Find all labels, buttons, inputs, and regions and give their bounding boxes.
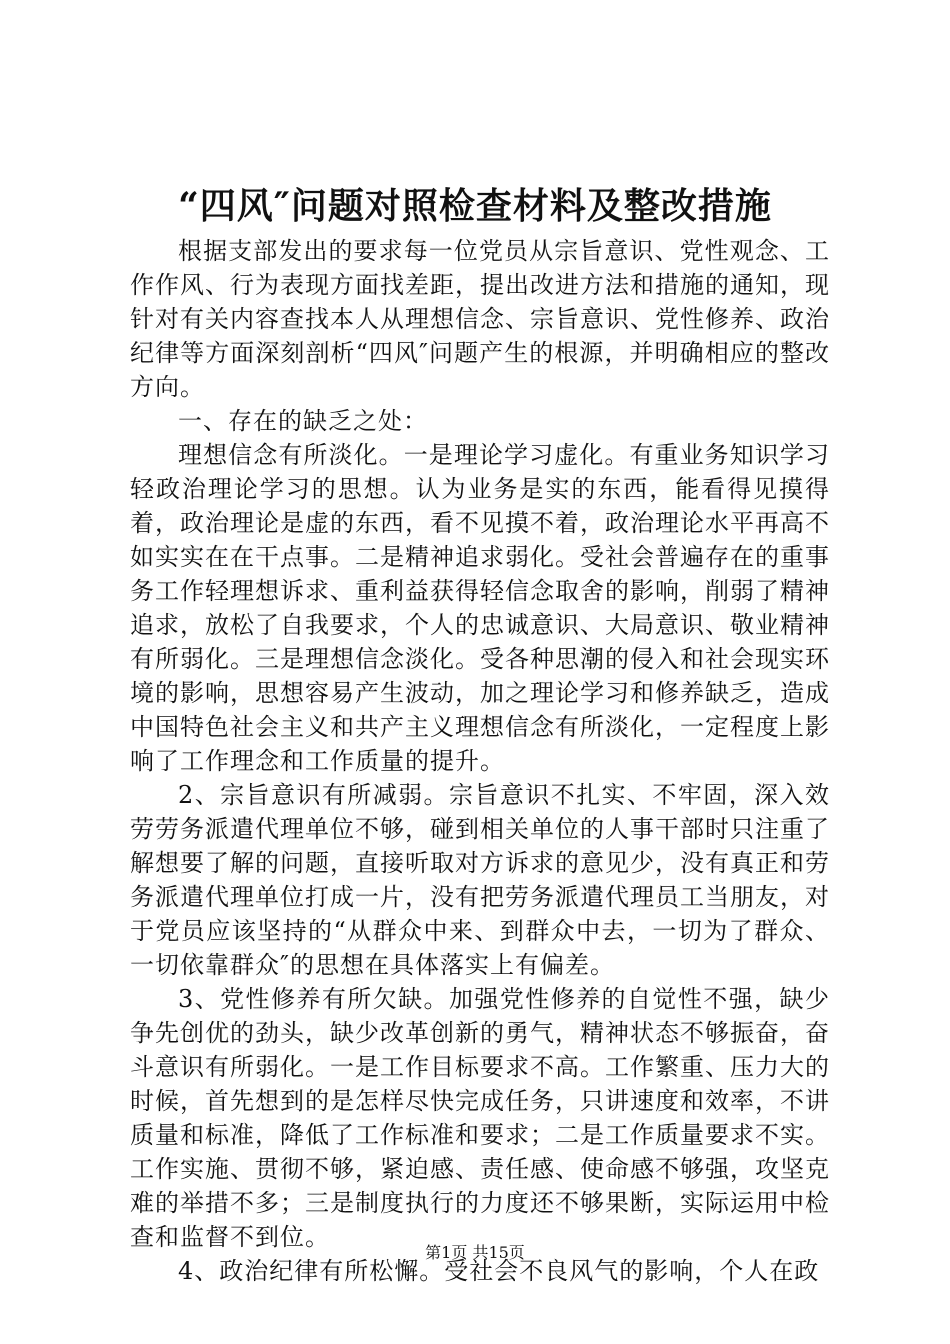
paragraph-party-spirit: 3、党性修养有所欠缺。加强党性修养的自觉性不强，缺少争先创优的劲头，缺少改革创新的勇气，精神状态不够振奋，奋斗意识有所弱化。一是工作目标要求不高。工作繁重、压力大的时候，首先想到的是怎样尽快完成任务，只讲速度和效率，不讲质量和标准，降低了工作标准和要求；二是工作质量要求不实。工作实施、贯彻不够，紧迫感、责任感、使命感不够强，攻坚克难的举措不多；三是制度执行的力度还不够果断，实际运用中检查和监督不到位。 xyxy=(130,985,830,1251)
paragraph-discipline: 4、政治纪律有所松懈。受社会不良风气的影响，个人在政 xyxy=(178,1257,820,1285)
document-body xyxy=(130,234,830,1288)
document-title: “四风″问题对照检查材料及整改措施 xyxy=(178,185,772,227)
section-heading: 一、存在的缺乏之处： xyxy=(178,407,428,435)
paragraph-intro: 根据支部发出的要求每一位党员从宗旨意识、党性观念、工作作风、行为表现方面找差距，提出改进方法和措施的通知，现针对有关内容查找本人从理想信念、宗旨意识、党性修养、政治纪律等方面深刻剖析“四风″问题产生的根源，并明确相应的整改方向。 xyxy=(130,237,830,401)
paragraph-purpose: 2、宗旨意识有所减弱。宗旨意识不扎实、不牢固，深入效劳劳务派遣代理单位不够，碰到相关单位的人事干部时只注重了解想要了解的问题，直接听取对方诉求的意见少，没有真正和劳务派遣代理单位打成一片，没有把劳务派遣代理员工当朋友，对于党员应该坚持的“从群众中来、到群众中去，一切为了群众、一切依靠群众″的思想在具体落实上有偏差。 xyxy=(130,781,830,979)
page-number: 第1页 共15页 xyxy=(425,1243,525,1262)
paragraph-ideals: 理想信念有所淡化。一是理论学习虚化。有重业务知识学习轻政治理论学习的思想。认为业务是实的东西，能看得见摸得着，政治理论是虚的东西，看不见摸不着，政治理论水平再高不如实实在在干点事。二是精神追求弱化。受社会普遍存在的重事务工作轻理想诉求、重利益获得轻信念取舍的影响，削弱了精神追求，放松了自我要求，个人的忠诚意识、大局意识、敬业精神有所弱化。三是理想信念淡化。受各种思潮的侵入和社会现实环境的影响，思想容易产生波动，加之理论学习和修养缺乏，造成中国特色社会主义和共产主义理想信念有所淡化，一定程度上影响了工作理念和工作质量的提升。 xyxy=(130,441,830,775)
